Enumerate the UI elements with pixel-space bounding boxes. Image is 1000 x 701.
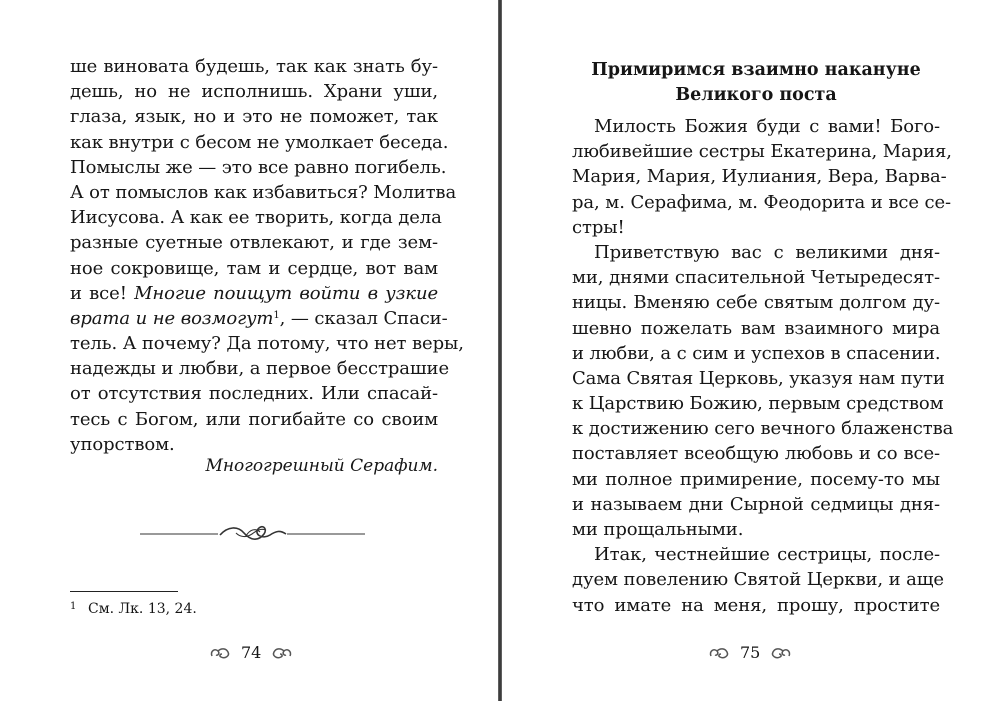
text-line: любивейшие сестры Екатерина, Мария, [572,141,952,163]
page-number-left [209,642,293,664]
text-line: ми полное примирение, посему-то мы [572,468,940,490]
flourish-divider-icon [140,518,365,550]
page-number: 75 [740,643,761,662]
text-fragment: и все! [70,282,135,304]
text-line: дешь, но не исполнишь. Храни уши, [70,81,438,103]
text-line: упорством. [70,433,175,455]
footnote-number: 1 [70,601,77,612]
footnote [70,598,197,618]
text-line: шевно пожелать вам взаимного мира [572,317,940,339]
left-page-text [70,54,464,457]
text-line: тесь с Богом, или погибайте со своим [70,408,438,430]
text-line: тель. А почему? Да потому, что нет веры, [70,333,464,355]
right-page-text [572,114,954,618]
text-line: ра, м. Серафима, м. Феодорита и все се- [572,191,952,213]
footnote-ref: 1 [273,309,280,321]
folio-curl-icon [271,645,293,661]
text-line: ное сокровище, там и сердце, вот вам [70,257,438,279]
text-line: надежды и любви, а первое бесстрашие [70,358,450,380]
text-line: Мария, Мария, Иулиания, Вера, Варва- [572,166,947,188]
text-line: Приветствую вас с великими дня- [594,241,940,263]
folio-curl-icon [708,645,730,661]
text-line: ше виновата будешь, так как знать бу- [70,56,438,77]
text-line: разные суетные отвлекают, и где зем- [70,232,438,254]
text-line: Сама Святая Церковь, указуя нам пути [572,367,945,389]
text-line: от отсутствия последних. Или спасай- [70,383,438,405]
text-line [70,306,448,331]
text-fragment: , — сказал Спаси- [279,307,448,329]
right-page [502,0,1000,701]
text-line: и любви, а с сим и успехов в спасении. [572,342,941,364]
text-line: что имате на меня, прошу, простите [572,594,940,616]
text-line: к Царствию Божию, первым средством [572,393,944,415]
text-line: к достижению сего вечного блаженства [572,418,954,440]
footnote-separator [70,591,178,592]
text-line: Иисусова. А как ее творить, когда дела [70,207,442,229]
text-line: глаза, язык, но и это не поможет, так [70,106,438,128]
text-line: и называем дни Сырной седмицы дня- [572,493,940,515]
text-line: дуем повелению Святой Церкви, и аще [572,569,944,591]
letter-title [572,58,940,108]
italic-quote: врата и не возмогут [70,307,274,329]
text-line: Итак, честнейшие сестрицы, после- [594,544,940,566]
title-line: Примиримся взаимно накануне [591,60,921,80]
text-line: А от помыслов как избавиться? Молитва [70,181,457,203]
page-number-right [708,642,792,664]
text-line: поставляет всеобщую любовь и со все- [572,443,940,465]
title-line: Великого поста [675,85,837,105]
text-line: Помыслы же — это все равно погибель. [70,156,447,178]
footnote-text: См. Лк. 13, 24. [88,601,197,617]
left-page [0,0,498,701]
signature: Многогрешный Серафим. [205,456,438,476]
folio-curl-icon [209,645,231,661]
text-line: ницы. Вменяю себе святым долгом ду- [572,292,940,314]
text-line: Милость Божия буди с вами! Бого- [594,116,940,137]
text-line [70,281,438,306]
italic-quote: Многие поищут войти в узкие [134,282,438,304]
text-line: как внутри с бесом не умолкает беседа. [70,131,449,153]
text-line: ми, днями спасительной Четыредесят- [572,267,940,289]
text-line: ми прощальными. [572,519,744,540]
text-line: стры! [572,216,625,238]
folio-curl-icon [770,645,792,661]
page-number: 74 [241,643,262,662]
